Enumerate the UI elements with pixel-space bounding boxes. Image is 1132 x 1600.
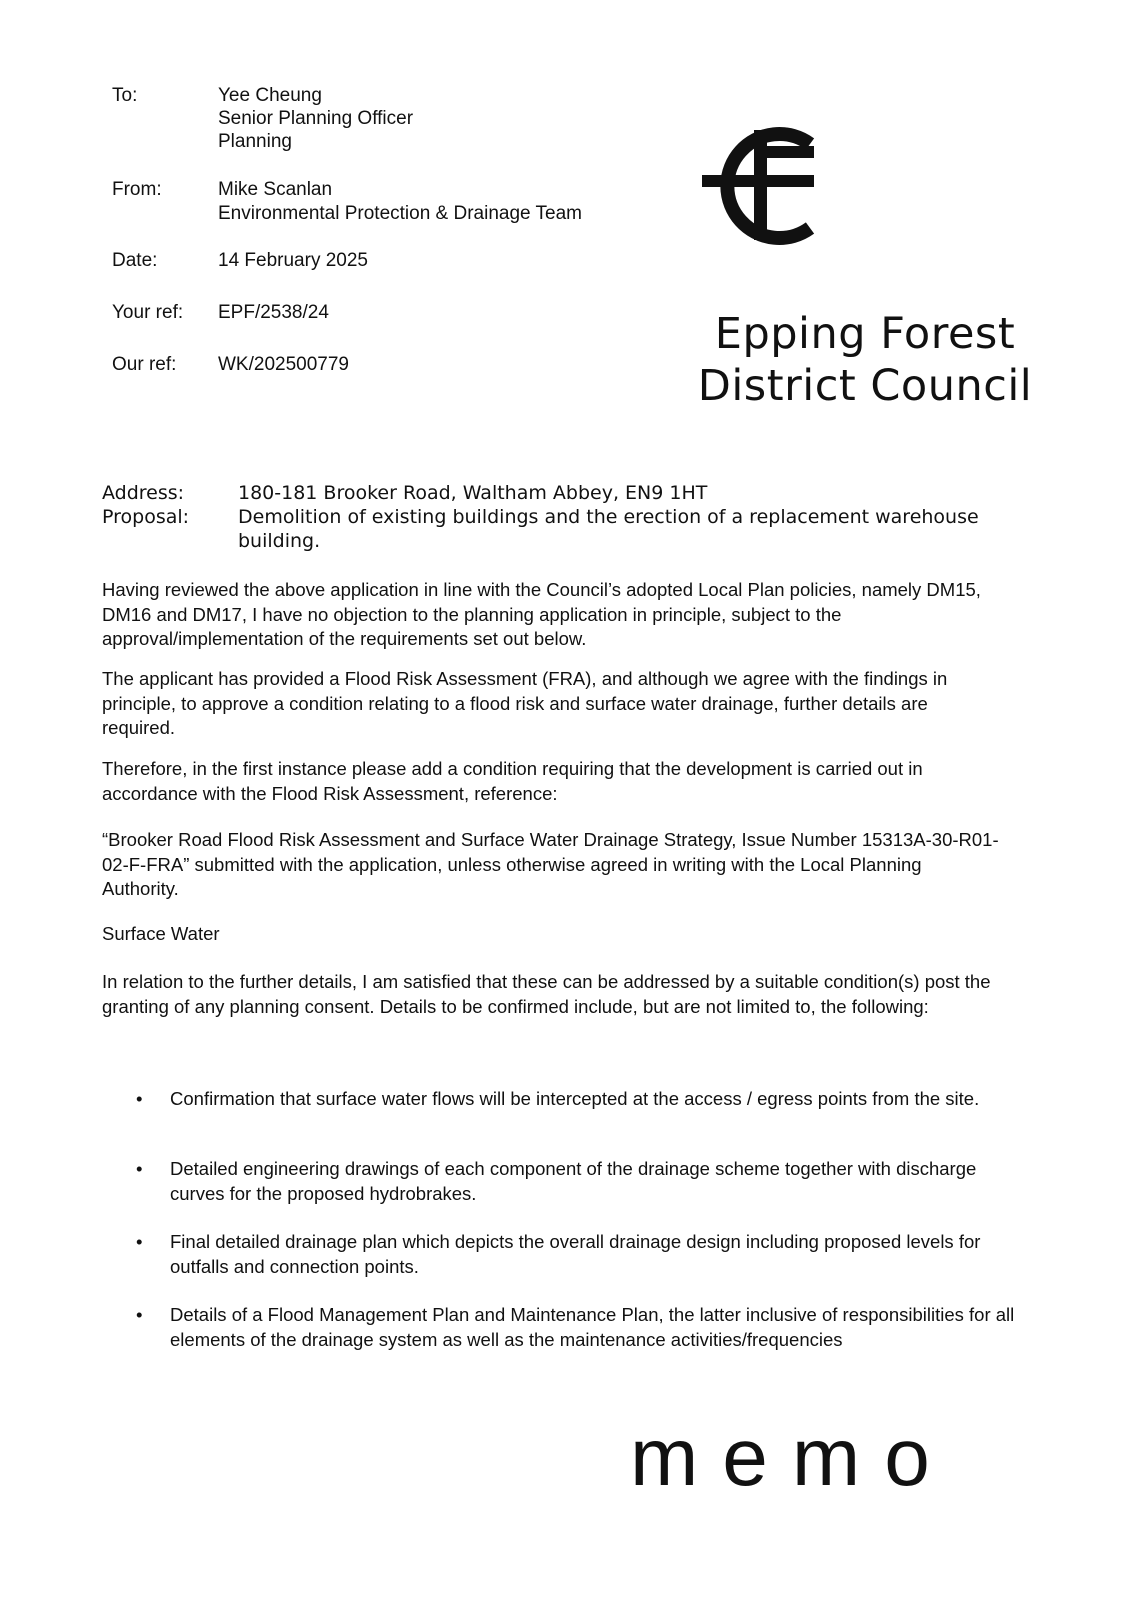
from-label: From:: [112, 179, 162, 200]
to-label: To:: [112, 85, 138, 106]
proposal-value: Demolition of existing buildings and the erection of a replacement warehouse building.: [238, 506, 979, 552]
council-name-line1: Epping Forest: [714, 309, 1016, 359]
date-label: Date:: [112, 250, 158, 271]
our-ref-value: WK/202500779: [218, 354, 349, 375]
your-ref-label: Your ref:: [112, 302, 184, 323]
list-item-text: Details of a Flood Management Plan and Maintenance Plan, the latter inclusive of responsibilities for all elements of the drainage system as well as the maintenance activities/frequencies: [170, 1304, 1015, 1350]
to-dept: Planning: [218, 131, 292, 152]
paragraph-fra: The applicant has provided a Flood Risk Assessment (FRA), and although we agree with the findings in principle, to approve a condition relating to a flood risk and surface water drainage, further details are required.: [102, 668, 948, 738]
list-item-text: Final detailed drainage plan which depicts the overall drainage design including proposed levels for outfalls and connection points.: [170, 1231, 981, 1277]
from-name: Mike Scanlan: [218, 179, 333, 200]
section-heading-surface-water: Surface Water: [102, 923, 220, 944]
bullet-icon: •: [136, 1088, 143, 1109]
list-item: [136, 1157, 1016, 1206]
address-label: Address:: [102, 482, 185, 504]
date-value: 14 February 2025: [218, 250, 368, 271]
list-item: [136, 1230, 1016, 1279]
bullet-icon: •: [136, 1304, 143, 1325]
proposal-label: Proposal:: [102, 506, 190, 528]
to-title: Senior Planning Officer: [218, 108, 414, 129]
list-item: [136, 1087, 1016, 1112]
council-logo-icon: [700, 118, 820, 254]
paragraph-further-details: In relation to the further details, I am satisfied that these can be addressed by a suitable condition(s) post the granting of any planning consent. Details to be confirmed include, but are not limited to, the following:: [102, 971, 991, 1017]
list-item: [136, 1303, 1016, 1352]
address-value: 180-181 Brooker Road, Waltham Abbey, EN9 1HT: [238, 482, 708, 504]
our-ref-label: Our ref:: [112, 354, 177, 375]
council-name-line2: District Council: [697, 361, 1033, 411]
from-team: Environmental Protection & Drainage Team: [218, 203, 583, 224]
paragraph-policies: Having reviewed the above application in line with the Council’s adopted Local Plan policies, namely DM15, DM16 and DM17, I have no objection to the planning application in principle, subject to the approval/implementation of the requirements set out below.: [102, 579, 981, 649]
paragraph-condition: Therefore, in the first instance please add a condition requiring that the development is carried out in accordance with the Flood Risk Assessment, reference:: [102, 758, 923, 804]
bullet-icon: •: [136, 1231, 143, 1252]
to-name: Yee Cheung: [218, 85, 322, 106]
paragraph-reference: “Brooker Road Flood Risk Assessment and Surface Water Drainage Strategy, Issue Number 15313A-30-R01-02-F-FRA” submitted with the application, unless otherwise agreed in writing with the Local Planning Authority.: [102, 829, 999, 899]
bullet-icon: •: [136, 1158, 143, 1179]
your-ref-value: EPF/2538/24: [218, 302, 329, 323]
council-name: [655, 308, 1075, 412]
list-item-text: Detailed engineering drawings of each component of the drainage scheme together with discharge curves for the proposed hydrobrakes.: [170, 1158, 977, 1204]
memo-label: memo: [630, 1412, 954, 1503]
list-item-text: Confirmation that surface water flows will be intercepted at the access / egress points from the site.: [170, 1088, 980, 1109]
